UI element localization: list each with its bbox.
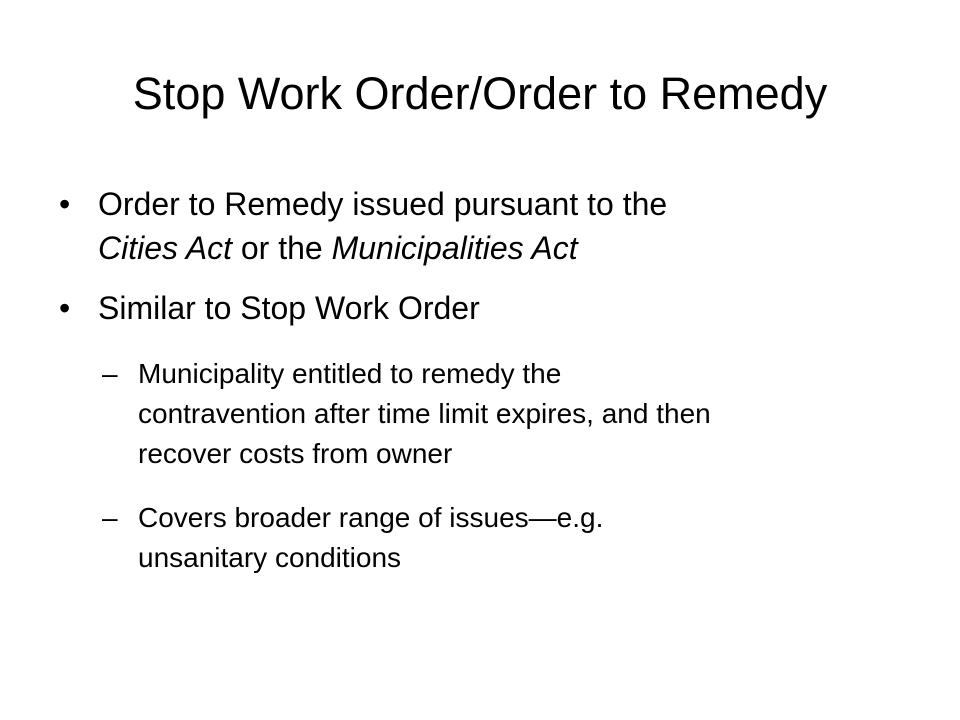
municipalities-act-italic: Municipalities Act bbox=[331, 230, 578, 266]
sub-line-2: unsanitary conditions bbox=[138, 542, 402, 573]
bullet-text bbox=[98, 182, 667, 270]
sub-bullet-text bbox=[138, 498, 603, 578]
sub-line-3: recover costs from owner bbox=[138, 438, 453, 469]
slide-title: Stop Work Order/Order to Remedy bbox=[132, 68, 828, 119]
bullet-line-2 bbox=[98, 226, 667, 270]
sub-line-2: contravention after time limit expires, and then bbox=[138, 398, 711, 429]
sub-line-1: Municipality entitled to remedy the bbox=[138, 358, 562, 389]
sub-bullet-dash: – bbox=[102, 502, 118, 533]
bullet-line-1: Order to Remedy issued pursuant to the bbox=[98, 186, 668, 222]
bullet-text: Similar to Stop Work Order bbox=[98, 290, 480, 326]
connector-text: or the bbox=[231, 230, 332, 266]
cities-act-italic: Cities Act bbox=[98, 230, 232, 266]
sub-bullet-dash: – bbox=[102, 358, 118, 389]
bullet-dot: • bbox=[59, 186, 71, 222]
bullet-dot: • bbox=[59, 290, 71, 326]
sub-line-1: Covers broader range of issues—e.g. bbox=[138, 502, 604, 533]
sub-bullet-text bbox=[138, 354, 711, 474]
